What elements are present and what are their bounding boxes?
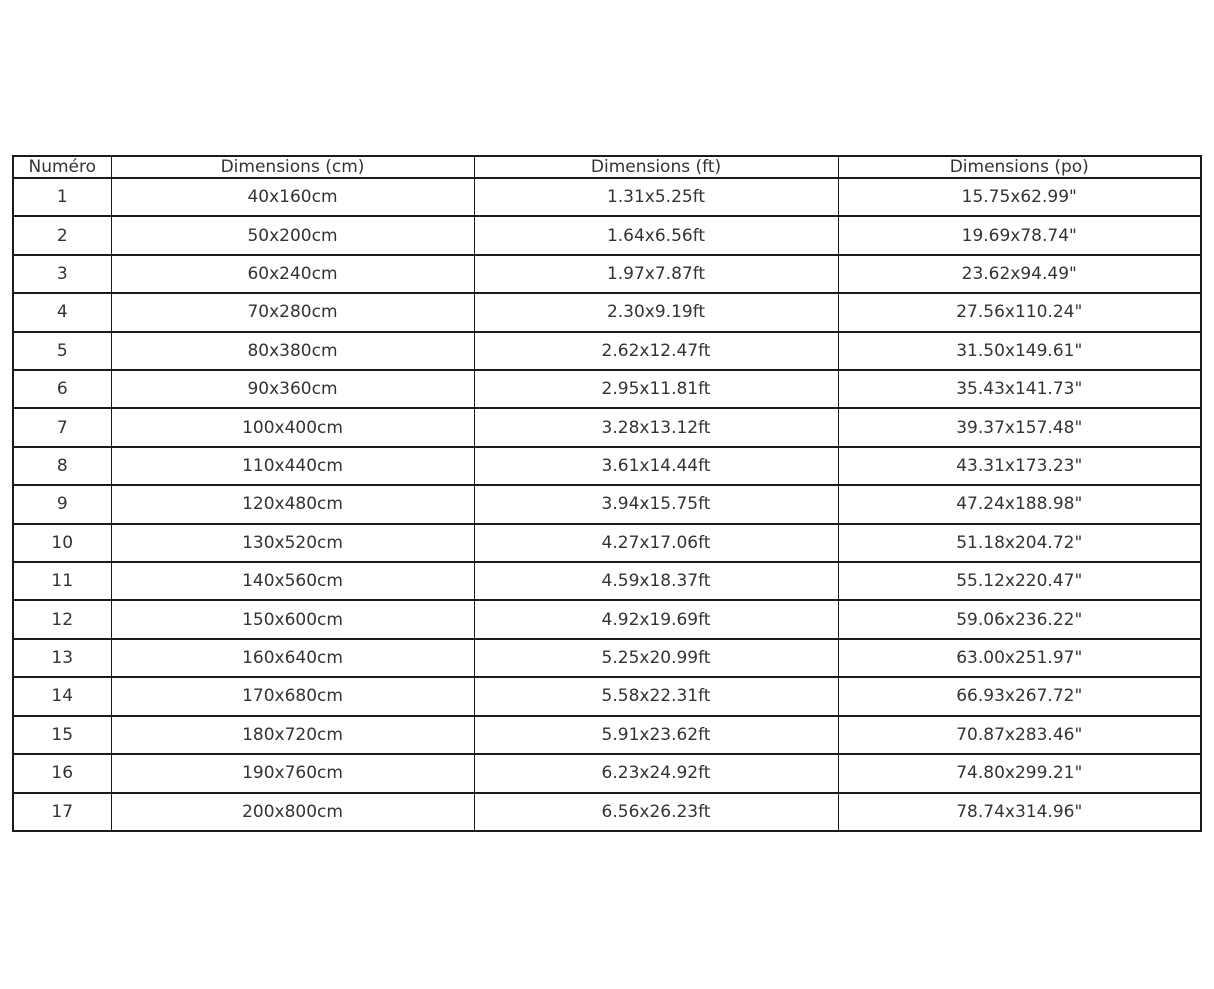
table-cell: 4.59x18.37ft: [474, 562, 838, 600]
table-cell: 9: [13, 485, 111, 523]
table-cell: 51.18x204.72": [838, 524, 1201, 562]
table-cell: 80x380cm: [111, 332, 474, 370]
table-row: [13, 485, 1201, 523]
header-cell: Dimensions (ft): [474, 156, 838, 178]
table-cell: 180x720cm: [111, 716, 474, 754]
table-row: [13, 255, 1201, 293]
table-cell: 23.62x94.49": [838, 255, 1201, 293]
table-row: [13, 370, 1201, 408]
table-row: [13, 716, 1201, 754]
table-cell: 15: [13, 716, 111, 754]
table-cell: 2.30x9.19ft: [474, 293, 838, 331]
table-cell: 12: [13, 600, 111, 638]
table-cell: 4: [13, 293, 111, 331]
table-cell: 70x280cm: [111, 293, 474, 331]
table-cell: 150x600cm: [111, 600, 474, 638]
table-cell: 200x800cm: [111, 793, 474, 832]
table-cell: 3.94x15.75ft: [474, 485, 838, 523]
table-cell: 3.28x13.12ft: [474, 408, 838, 446]
table-row: [13, 216, 1201, 254]
table-cell: 40x160cm: [111, 178, 474, 216]
table-cell: 60x240cm: [111, 255, 474, 293]
header-cell: Numéro: [13, 156, 111, 178]
table-cell: 16: [13, 754, 111, 792]
table-cell: 11: [13, 562, 111, 600]
table-cell: 35.43x141.73": [838, 370, 1201, 408]
table-cell: 27.56x110.24": [838, 293, 1201, 331]
table-row: [13, 562, 1201, 600]
table-cell: 78.74x314.96": [838, 793, 1201, 832]
table-cell: 4.92x19.69ft: [474, 600, 838, 638]
table-cell: 74.80x299.21": [838, 754, 1201, 792]
table-cell: 190x760cm: [111, 754, 474, 792]
table-cell: 4.27x17.06ft: [474, 524, 838, 562]
table-cell: 2.95x11.81ft: [474, 370, 838, 408]
table-row: [13, 178, 1201, 216]
table-cell: 39.37x157.48": [838, 408, 1201, 446]
table-cell: 17: [13, 793, 111, 832]
table-row: [13, 639, 1201, 677]
table-cell: 14: [13, 677, 111, 715]
table-cell: 6: [13, 370, 111, 408]
table-cell: 5.58x22.31ft: [474, 677, 838, 715]
table-row: [13, 793, 1201, 832]
table-cell: 19.69x78.74": [838, 216, 1201, 254]
table-cell: 47.24x188.98": [838, 485, 1201, 523]
table-cell: 5: [13, 332, 111, 370]
table-row: [13, 600, 1201, 638]
table-cell: 90x360cm: [111, 370, 474, 408]
table-cell: 31.50x149.61": [838, 332, 1201, 370]
table-cell: 2: [13, 216, 111, 254]
table-row: [13, 754, 1201, 792]
table-cell: 1.31x5.25ft: [474, 178, 838, 216]
table-cell: 1: [13, 178, 111, 216]
table-row: [13, 677, 1201, 715]
header-cell: Dimensions (po): [838, 156, 1201, 178]
table-cell: 5.25x20.99ft: [474, 639, 838, 677]
table-body: [13, 178, 1201, 831]
table-cell: 55.12x220.47": [838, 562, 1201, 600]
table-cell: 10: [13, 524, 111, 562]
table-cell: 15.75x62.99": [838, 178, 1201, 216]
table-cell: 110x440cm: [111, 447, 474, 485]
table-row: [13, 293, 1201, 331]
table-cell: 170x680cm: [111, 677, 474, 715]
table-cell: 3.61x14.44ft: [474, 447, 838, 485]
table-cell: 140x560cm: [111, 562, 474, 600]
table-cell: 59.06x236.22": [838, 600, 1201, 638]
table-cell: 43.31x173.23": [838, 447, 1201, 485]
table-cell: 120x480cm: [111, 485, 474, 523]
table-row: [13, 447, 1201, 485]
table-cell: 1.64x6.56ft: [474, 216, 838, 254]
table-cell: 160x640cm: [111, 639, 474, 677]
table-row: [13, 332, 1201, 370]
table-cell: 2.62x12.47ft: [474, 332, 838, 370]
dimensions-table: [12, 155, 1202, 832]
table-cell: 70.87x283.46": [838, 716, 1201, 754]
table-row: [13, 408, 1201, 446]
table-cell: 8: [13, 447, 111, 485]
table-cell: 6.56x26.23ft: [474, 793, 838, 832]
table-cell: 13: [13, 639, 111, 677]
table-cell: 50x200cm: [111, 216, 474, 254]
table-cell: 63.00x251.97": [838, 639, 1201, 677]
table-cell: 66.93x267.72": [838, 677, 1201, 715]
table-cell: 6.23x24.92ft: [474, 754, 838, 792]
table-cell: 7: [13, 408, 111, 446]
header-row: [13, 156, 1201, 178]
table-cell: 5.91x23.62ft: [474, 716, 838, 754]
header-cell: Dimensions (cm): [111, 156, 474, 178]
table-row: [13, 524, 1201, 562]
table-cell: 100x400cm: [111, 408, 474, 446]
table-cell: 3: [13, 255, 111, 293]
table-header: [13, 156, 1201, 178]
table-cell: 1.97x7.87ft: [474, 255, 838, 293]
table-cell: 130x520cm: [111, 524, 474, 562]
